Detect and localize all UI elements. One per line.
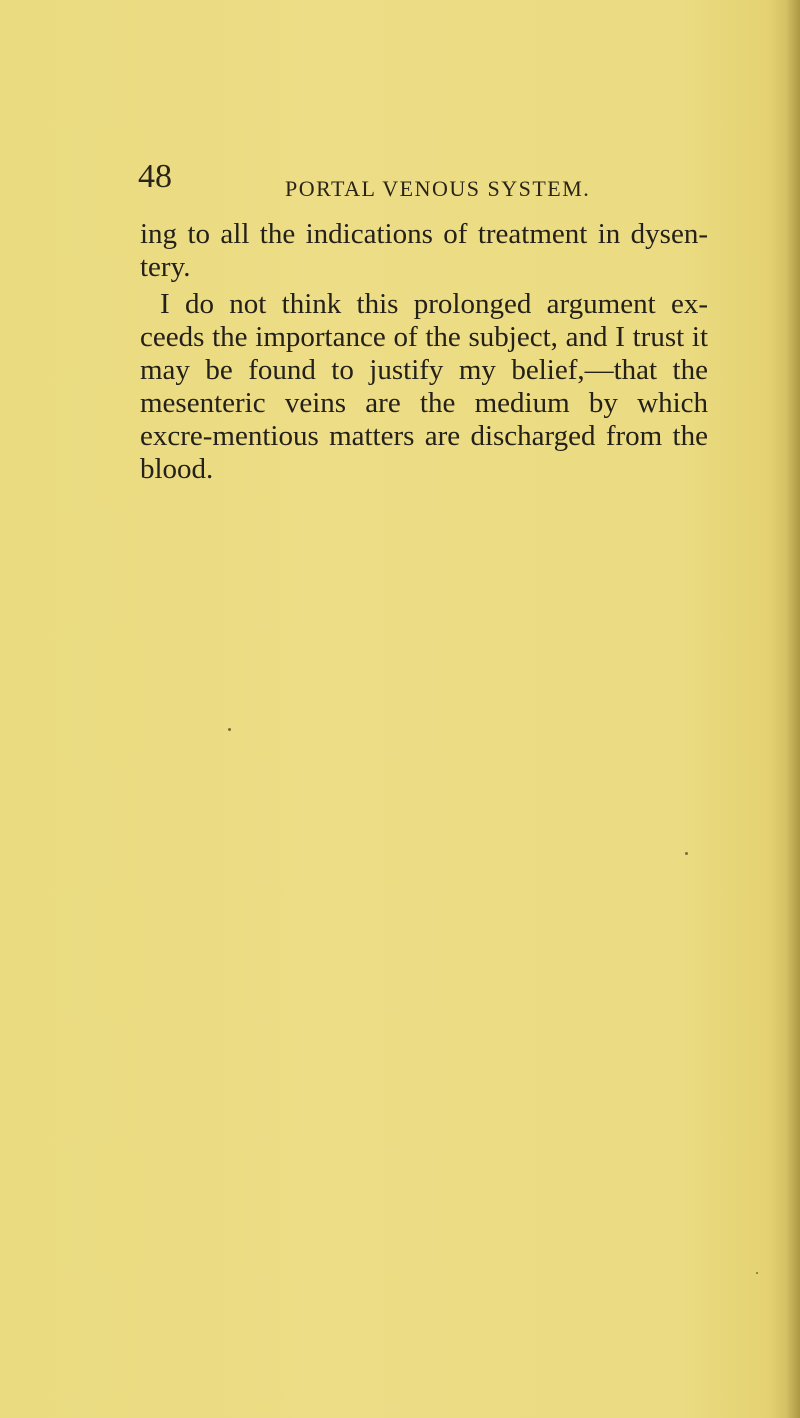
page-number: 48 bbox=[138, 158, 172, 195]
page-edge-shadow bbox=[786, 0, 800, 1418]
paper-speck bbox=[685, 852, 688, 855]
running-title: PORTAL VENOUS SYSTEM. bbox=[285, 176, 591, 201]
paper-speck bbox=[228, 728, 231, 731]
paragraph-continuation: ing to all the indications of treatment in dysen-tery. bbox=[140, 218, 708, 283]
paper-speck bbox=[756, 1272, 758, 1274]
body-text bbox=[140, 218, 708, 486]
paragraph: I do not think this prolonged argument ex-ceeds the importance of the subject, and I trust it may be found to justify my belief,—that the mesenteric veins are the medium by which excre-mentious matters are discharged from the blood. bbox=[140, 288, 708, 485]
